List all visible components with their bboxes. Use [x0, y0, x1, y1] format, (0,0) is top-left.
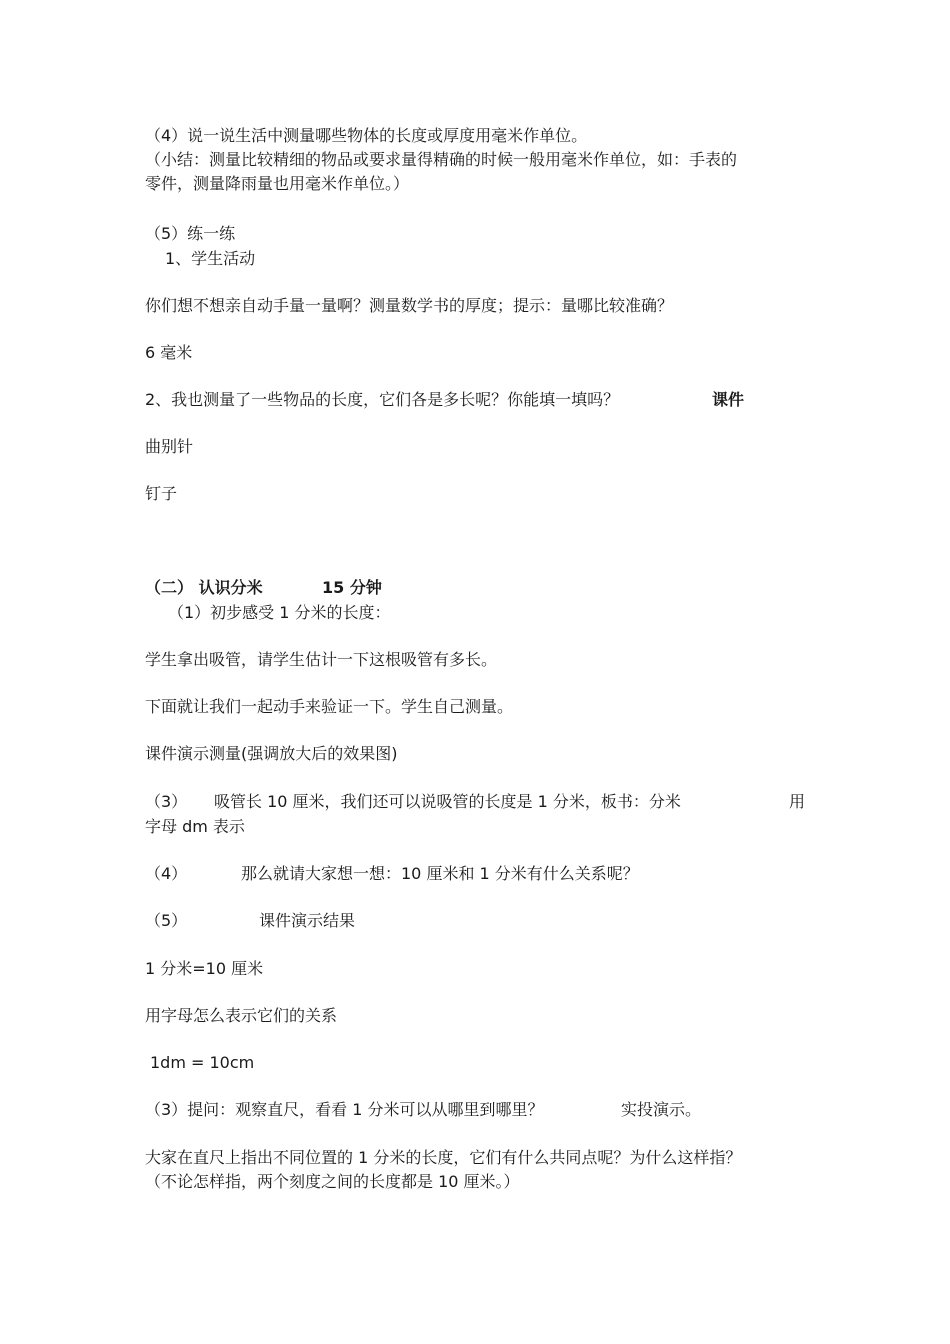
fill-in-prompt: 2、我也测量了一些物品的长度，它们各是多长呢？你能填一填吗？: [145, 390, 620, 409]
ruler-question: （3）提问：观察直尺，看看 1 分米可以从哪里到哪里？: [145, 1100, 544, 1119]
straw-length-text-end: 用: [789, 792, 806, 811]
item-nail: 钉子: [145, 484, 178, 503]
student-activity-heading: 1、学生活动: [165, 249, 256, 268]
letter-relation-prompt: 用字母怎么表示它们的关系: [145, 1006, 338, 1025]
courseware-demo-text: 课件演示测量(强调放大后的效果图): [145, 744, 398, 763]
demo-result-text: 课件演示结果: [259, 911, 356, 930]
paragraph-4-question: （4）说一说生活中测量哪些物体的长度或厚度用毫米作单位。: [145, 126, 588, 145]
step-4-label: （4）: [145, 864, 188, 883]
courseware-label: 课件: [712, 390, 745, 409]
summary-line-2: 零件，测量降雨量也用毫米作单位。）: [145, 174, 410, 193]
item-paperclip: 曲别针: [145, 437, 194, 456]
straw-estimate-text: 学生拿出吸管，请学生估计一下这根吸管有多长。: [145, 650, 498, 669]
measure-book-prompt: 你们想不想亲自动手量一量啊？测量数学书的厚度；提示：量哪比较准确？: [145, 296, 674, 315]
section-2-heading: （二） 认识分米: [145, 578, 263, 597]
ruler-discussion: 大家在直尺上指出不同位置的 1 分米的长度，它们有什么共同点呢？为什么这样指？: [145, 1148, 742, 1167]
ruler-conclusion: （不论怎样指，两个刻度之间的长度都是 10 厘米。）: [145, 1172, 520, 1191]
projection-demo: 实投演示。: [621, 1100, 702, 1119]
equation-cn: 1 分米=10 厘米: [145, 959, 264, 978]
step-3-label: （3）: [145, 792, 188, 811]
verify-text: 下面就让我们一起动手来验证一下。学生自己测量。: [145, 697, 514, 716]
answer-6mm: 6 毫米: [145, 343, 193, 362]
section-2-duration: 15 分钟: [322, 578, 382, 597]
relation-question: 那么就请大家想一想：10 厘米和 1 分米有什么关系呢？: [241, 864, 639, 883]
equation-letters: 1dm = 10cm: [150, 1053, 255, 1072]
summary-line-1: （小结：测量比较精细的物品或要求量得精确的时候一般用毫米作单位，如：手表的: [145, 150, 738, 169]
straw-length-text: 吸管长 10 厘米，我们还可以说吸管的长度是 1 分米，板书：分米: [214, 792, 681, 811]
step-5-label: （5）: [145, 911, 188, 930]
practice-heading: （5）练一练: [145, 224, 236, 243]
straw-length-text-cont: 字母 dm 表示: [145, 817, 245, 836]
step-1-heading: （1）初步感受 1 分米的长度：: [168, 603, 391, 622]
